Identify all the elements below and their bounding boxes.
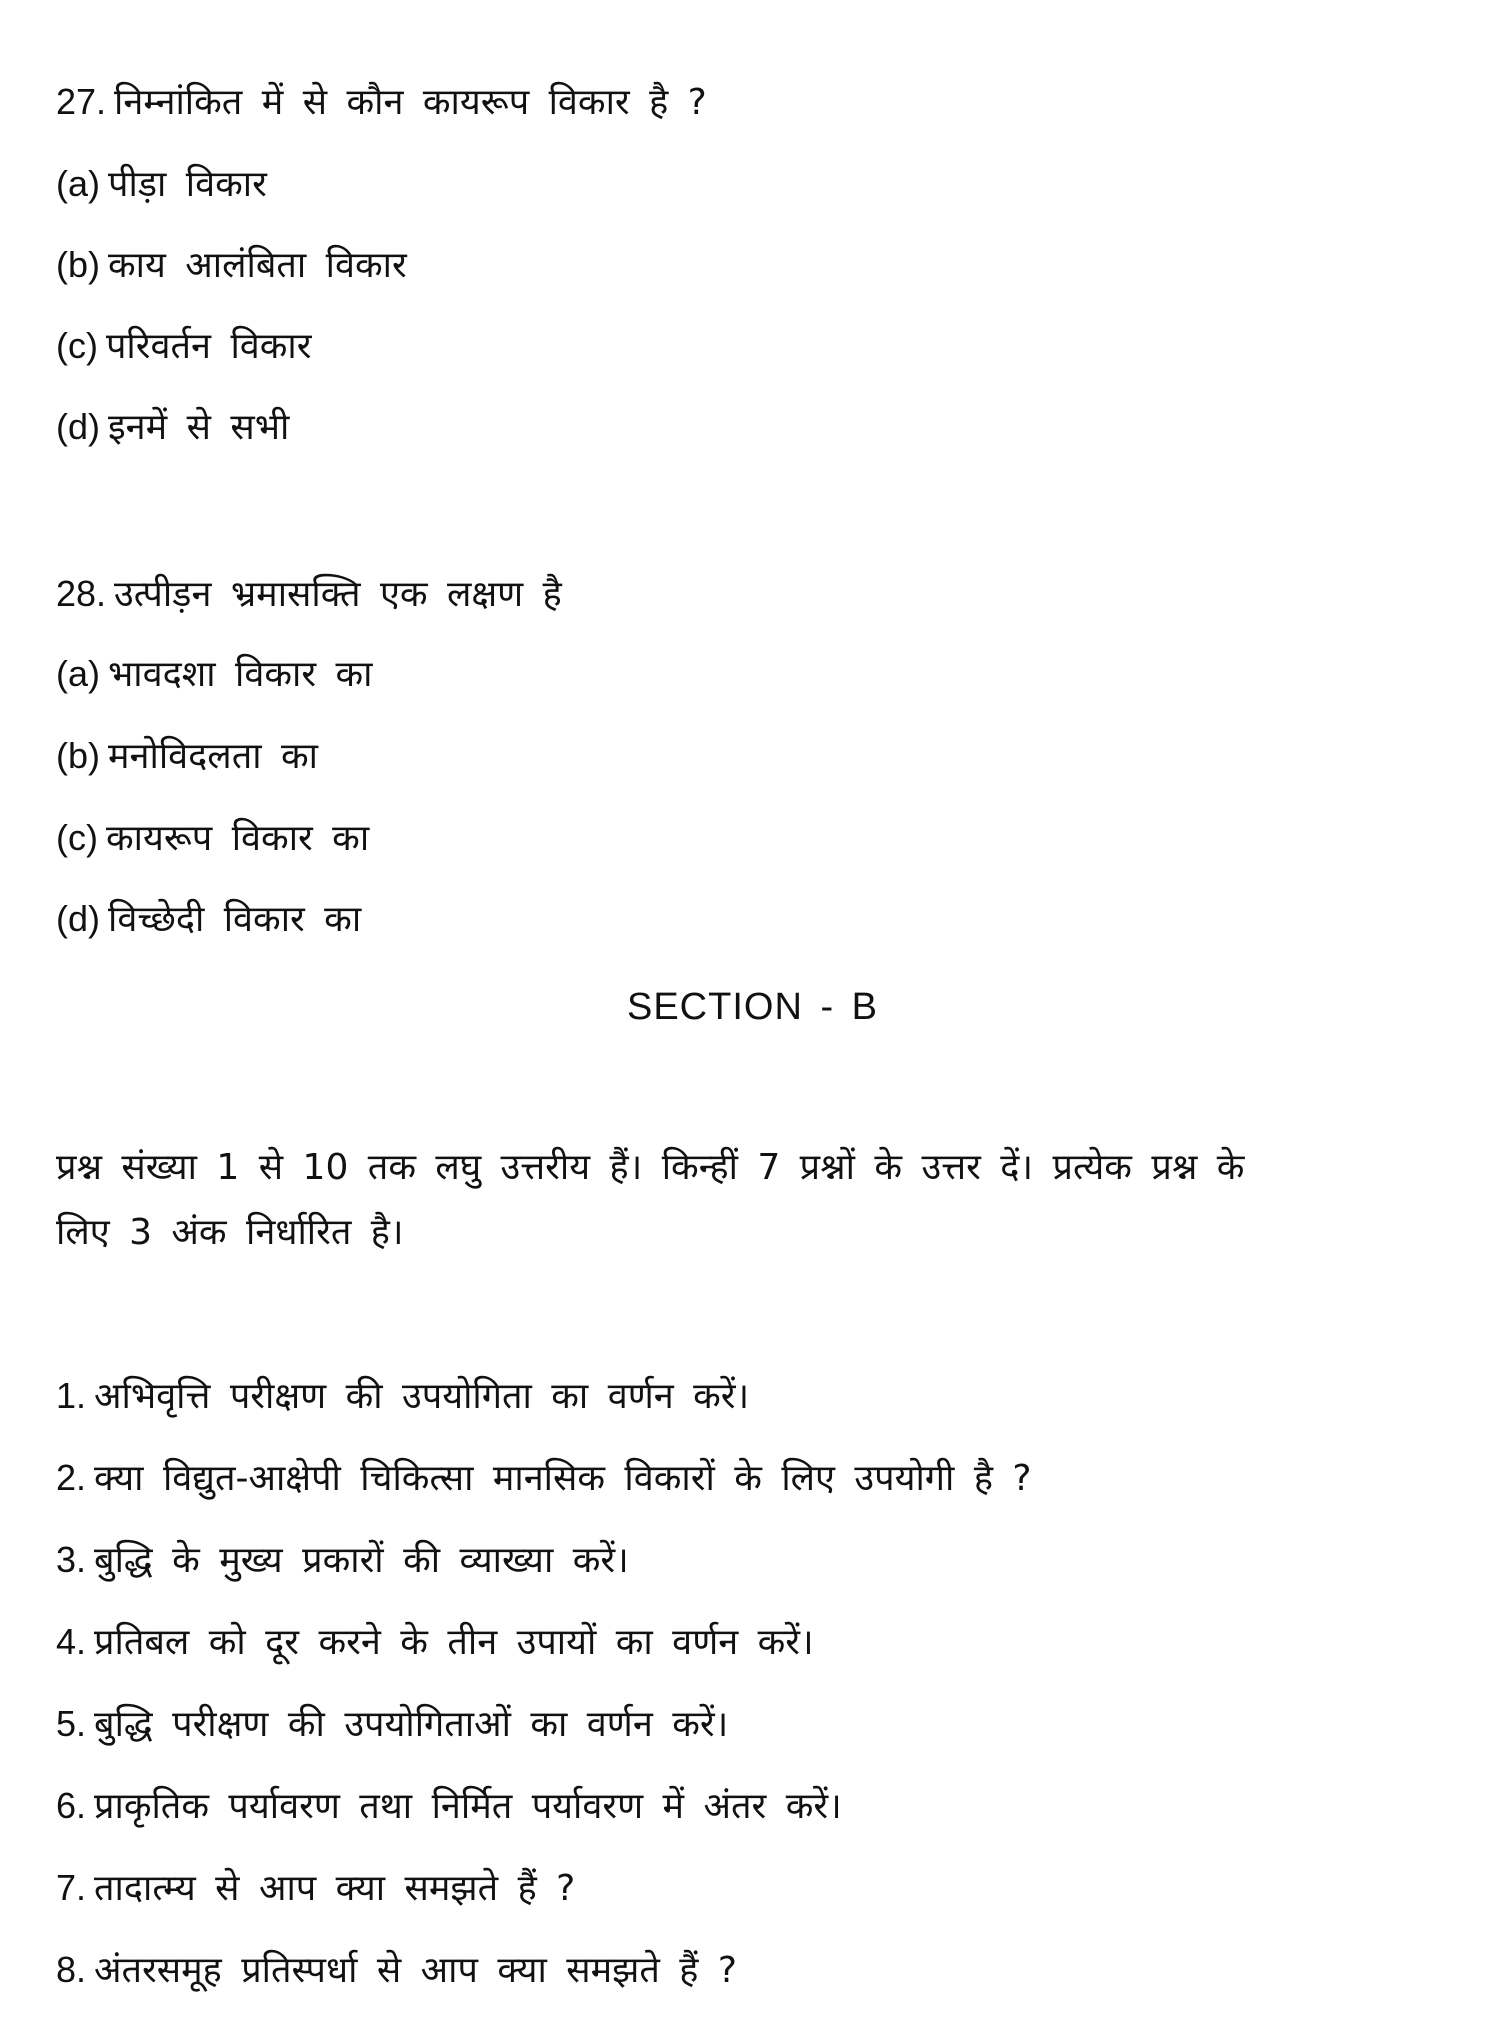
question-text: उत्पीड़न भ्रमासक्ति एक लक्षण है [114,574,562,615]
short-question-4 [56,1621,814,1663]
question-text: बुद्धि के मुख्य प्रकारों की व्याख्या करें। [94,1540,629,1581]
option-label: (b) [56,735,100,776]
option-label: (a) [56,653,100,694]
option-label: (d) [56,406,100,447]
instructions-line-1: प्रश्न संख्या 1 से 10 तक लघु उत्तरीय हैं। किन्हीं 7 प्रश्नों के उत्तर दें। प्रत्येक प्रश्न के [56,1147,1245,1188]
option-27-d [56,406,290,448]
option-text: कायरूप विकार का [105,818,370,859]
option-text: विच्छेदी विकार का [108,899,362,940]
question-number: 8. [56,1949,87,1990]
question-text: अभिवृत्ति परीक्षण की उपयोगिता का वर्णन करें। [94,1376,750,1417]
question-number: 4. [56,1621,87,1662]
question-28 [56,573,562,615]
option-text: परिवर्तन विकार [105,326,312,367]
question-number: 2. [56,1457,87,1498]
option-label: (a) [56,163,100,204]
option-text: पीड़ा विकार [108,164,267,205]
section-b-heading: SECTION - B [626,986,879,1028]
question-text: तादात्म्य से आप क्या समझते हैं ? [94,1868,576,1909]
option-28-d [56,898,362,940]
option-text: भावदशा विकार का [108,654,373,695]
question-text: निम्नांकित में से कौन कायरूप विकार है ? [114,82,707,123]
short-question-5 [56,1703,729,1745]
question-number: 28. [56,573,107,614]
question-number: 3. [56,1539,87,1580]
question-number: 5. [56,1703,87,1744]
question-text: बुद्धि परीक्षण की उपयोगिताओं का वर्णन करें। [94,1704,729,1745]
option-text: इनमें से सभी [108,407,290,448]
option-text: मनोविदलता का [108,736,318,777]
question-text: प्राकृतिक पर्यावरण तथा निर्मित पर्यावरण में अंतर करें। [94,1786,842,1827]
short-question-8 [56,1949,737,1991]
short-question-7 [56,1867,576,1909]
option-label: (b) [56,244,100,285]
instructions-line-2: लिए 3 अंक निर्धारित है। [56,1212,404,1253]
option-28-b [56,735,318,777]
question-number: 7. [56,1867,87,1908]
option-27-a [56,163,267,205]
question-text: अंतरसमूह प्रतिस्पर्धा से आप क्या समझते हैं ? [94,1950,737,1991]
short-question-6 [56,1785,842,1827]
short-question-3 [56,1539,629,1581]
option-28-c [56,817,370,859]
question-text: प्रतिबल को दूर करने के तीन उपायों का वर्णन करें। [94,1622,814,1663]
option-28-a [56,653,373,695]
short-question-2 [56,1457,1032,1499]
question-27 [56,81,707,123]
question-number: 1. [56,1375,87,1416]
question-number: 27. [56,81,107,122]
option-label: (d) [56,898,100,939]
option-27-c [56,325,312,367]
option-27-b [56,244,407,286]
option-label: (c) [56,325,98,366]
question-number: 6. [56,1785,87,1826]
short-question-1 [56,1375,750,1417]
option-text: काय आलंबिता विकार [108,245,407,286]
option-label: (c) [56,817,98,858]
question-text: क्या विद्युत-आक्षेपी चिकित्सा मानसिक विकारों के लिए उपयोगी है ? [94,1458,1032,1499]
